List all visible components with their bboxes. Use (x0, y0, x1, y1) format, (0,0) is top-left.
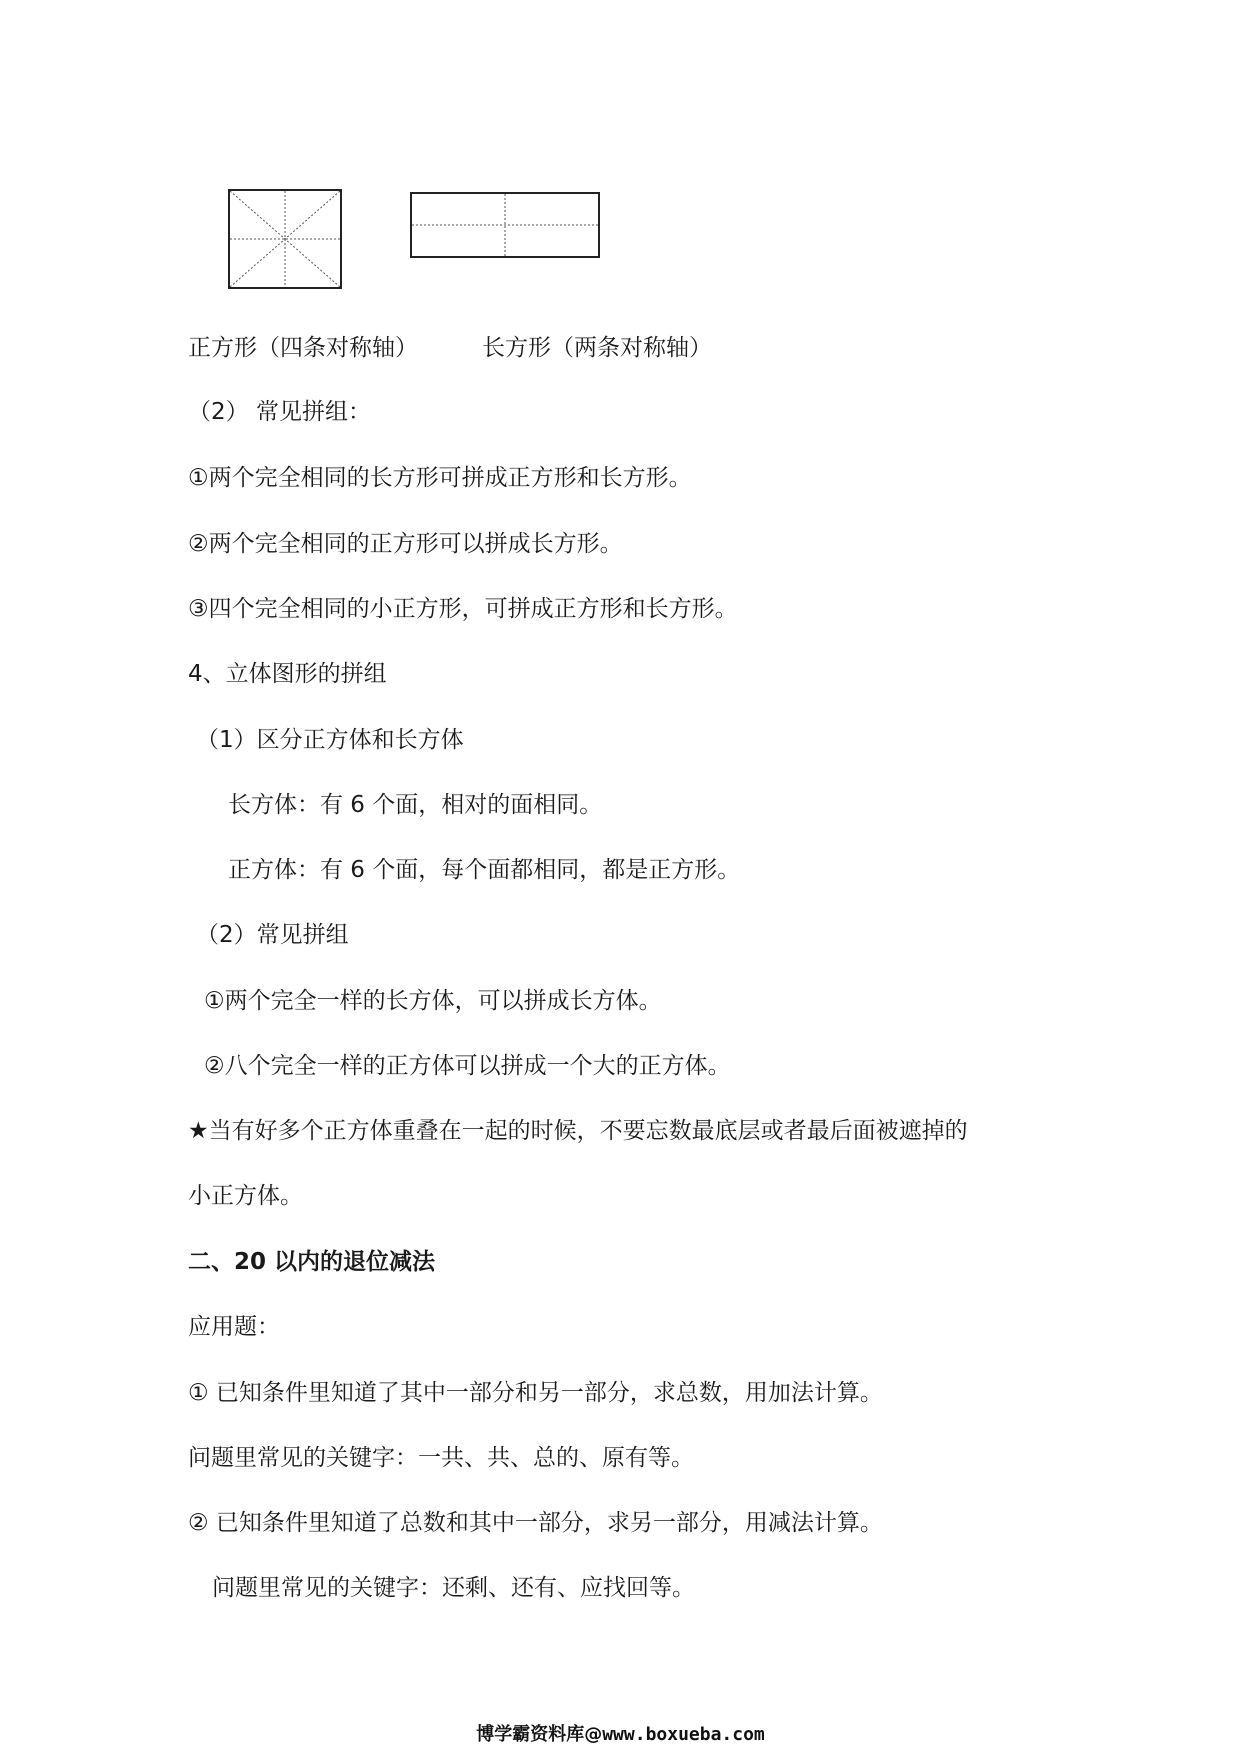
text-line: ①两个完全相同的长方形可拼成正方形和长方形。 (188, 465, 692, 491)
star-note-continued: 小正方体。 (188, 1183, 303, 1209)
subheading: （2）常见拼组 (196, 922, 349, 948)
text-line: 问题里常见的关键字：还剩、还有、应找回等。 (212, 1575, 695, 1601)
text-line: ① 已知条件里知道了其中一部分和另一部分，求总数，用加法计算。 (188, 1380, 883, 1406)
subheading-common-combinations: （2） 常见拼组： (188, 399, 371, 425)
text-line: 长方体：有 6 个面，相对的面相同。 (228, 792, 603, 818)
square-caption: 正方形（四条对称轴） (188, 335, 418, 361)
square-axes-drawing (230, 191, 340, 287)
star-note: ★当有好多个正方体重叠在一起的时候，不要忘数最底层或者最后面被遮掉的 (188, 1118, 968, 1144)
text-line: ②两个完全相同的正方形可以拼成长方形。 (188, 531, 623, 557)
rectangle-axes-drawing (412, 194, 598, 256)
text-line: ② 已知条件里知道了总数和其中一部分，求另一部分，用减法计算。 (188, 1510, 883, 1536)
section-heading: 4、立体图形的拼组 (188, 661, 387, 687)
square-symmetry-figure (228, 189, 342, 289)
text-line: 问题里常见的关键字：一共、共、总的、原有等。 (188, 1445, 694, 1471)
rectangle-symmetry-figure (410, 192, 600, 258)
subheading-word-problems: 应用题： (188, 1314, 280, 1340)
text-line: ①两个完全一样的长方体，可以拼成长方体。 (204, 988, 662, 1014)
footer-url: www.boxueba.com (602, 1724, 765, 1745)
chapter-heading: 二、20 以内的退位减法 (188, 1249, 436, 1275)
rectangle-caption: 长方形（两条对称轴） (482, 335, 712, 361)
text-line: ③四个完全相同的小正方形，可拼成正方形和长方形。 (188, 596, 738, 622)
footer-site-name: 博学霸资料库@ (476, 1724, 603, 1745)
subheading: （1）区分正方体和长方体 (196, 727, 464, 753)
page-footer (0, 1723, 1241, 1747)
text-line: ②八个完全一样的正方体可以拼成一个大的正方体。 (204, 1053, 731, 1079)
text-line: 正方体：有 6 个面，每个面都相同，都是正方形。 (228, 857, 741, 883)
